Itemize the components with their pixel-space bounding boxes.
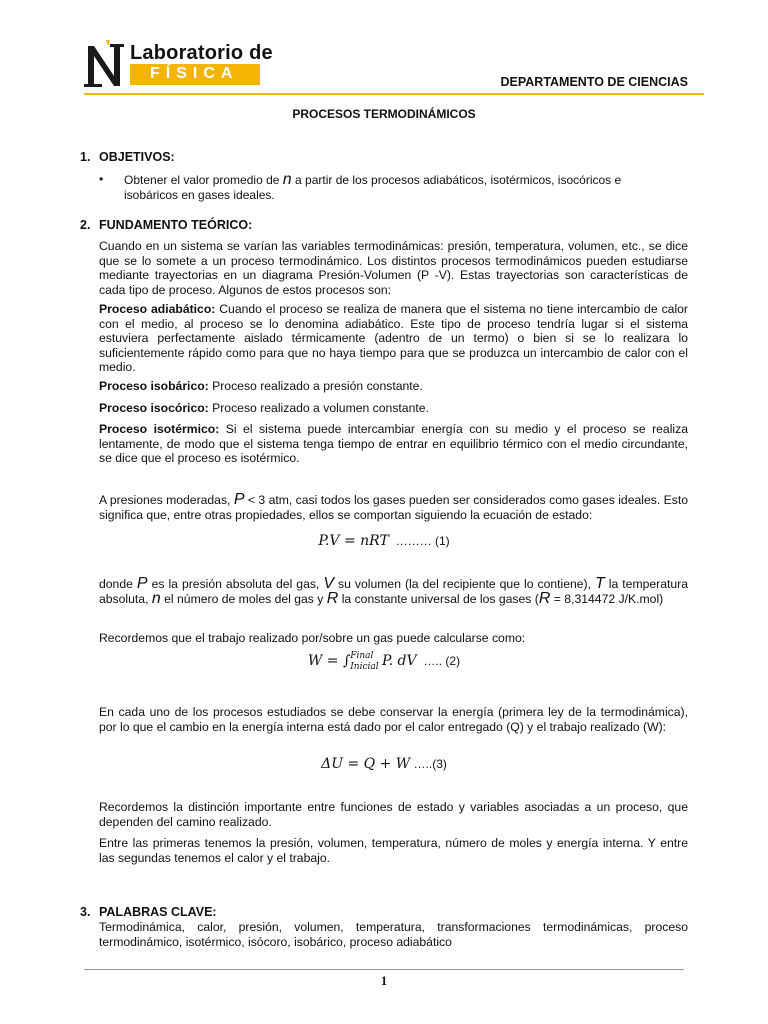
isochoric-paragraph: Proceso isocórico: Proceso realizado a volumen constante. (99, 401, 429, 415)
footer-rule (84, 969, 684, 971)
section-number: 2. (80, 218, 91, 232)
section-title: FUNDAMENTO TEÓRICO: (99, 218, 253, 232)
logo-n-icon (84, 40, 128, 90)
section-number: 3. (80, 905, 91, 919)
header-rule (84, 93, 704, 95)
section-1-heading (80, 150, 175, 164)
adiabatic-paragraph: Proceso adiabático: Cuando el proceso se realiza de manera que el sistema no tiene intercambio de calor con el medio, al proceso se lo denomina adiabático. Este tipo de proceso tendría lugar si el sistema estuviera perfectamente aislado térmicamente (adentro de un termo) o bien si se lo realizara lo suficientemente rápido como para que no haya tiempo para que se produzca un intercambio de calor con el medio. (99, 302, 688, 374)
isobaric-paragraph: Proceso isobárico: Proceso realizado a presión constante. (99, 379, 423, 393)
page-number: 1 (380, 974, 388, 988)
equation-1: P.V = nRT ……… (1) (318, 533, 450, 549)
keywords-paragraph: Termodinámica, calor, presión, volumen, temperatura, transformaciones termodinámicas, proceso termodinámico, isotérmico, isócoro, isobárico, proceso adiabático (99, 920, 688, 949)
work-paragraph: Recordemos que el trabajo realizado por/sobre un gas puede calcularse como: (99, 631, 526, 645)
equation-2: W = ∫ Final Inicial P. dV ….. (2) (307, 651, 461, 672)
document-title: PROCESOS TERMODINÁMICOS (292, 107, 476, 121)
logo-title: Laboratorio de (130, 42, 273, 64)
section-title: OBJETIVOS: (99, 150, 175, 164)
intro-paragraph: Cuando en un sistema se varían las variables termodinámicas: presión, temperatura, volumen, etc., se dice que se lo somete a un proceso termodinámico. Los distintos procesos termodinámicos pueden estudiarse mediante trayectorias en un diagrama Presión-Volumen (P -V). Estas trayectorias son características de cada tipo de proceso. Algunos de estos procesos son: (99, 239, 688, 297)
pressure-paragraph: A presiones moderadas, P < 3 atm, casi todos los gases pueden ser considerados como gases ideales. Esto significa que, entre otras propiedades, ellos se comportan siguiendo la ecuación de estado: (99, 491, 688, 522)
section-2-heading (80, 218, 252, 232)
isothermal-paragraph: Proceso isotérmico: Si el sistema puede intercambiar energía con su medio y el proceso se realiza lentamente, de modo que el sistema tenga tiempo de entrar en equilibrio térmico con el medio circundante, se dice que el proceso es isotérmico. (99, 422, 688, 465)
equation-3: ΔU = Q + W …..(3) (321, 756, 447, 772)
bullet-dot-icon: • (99, 172, 104, 186)
state-functions-paragraph: Entre las primeras tenemos la presión, volumen, temperatura, número de moles y energía interna. Y entre las segundas tenemos el calor y el trabajo. (99, 836, 688, 865)
logo-subtitle: FÍSICA (150, 65, 239, 82)
integral-lower-limit: Inicial (350, 662, 379, 672)
objective-bullet: • Obtener el valor promedio de n a partir de los procesos adiabáticos, isotérmicos, isocóricos e isobáricos en gases ideales. (99, 171, 622, 202)
section-3-heading (80, 905, 217, 919)
department-label: DEPARTAMENTO DE CIENCIAS (500, 75, 688, 89)
energy-paragraph: En cada uno de los procesos estudiados se debe conservar la energía (primera ley de la termodinámica), por lo que el cambio en la energía interna está dado por el calor entregado (Q) y el trabajo realizado (W): (99, 705, 688, 734)
definitions-paragraph: donde P es la presión absoluta del gas, V su volumen (la del recipiente que lo contiene), T la temperatura absoluta, n el número de moles del gas y R la constante universal de los gases (R = 8,314472 J/K.mol) (99, 575, 689, 607)
distinction-paragraph: Recordemos la distinción importante entre funciones de estado y variables asociadas a un proceso, que dependen del camino realizado. (99, 800, 688, 829)
section-number: 1. (80, 150, 91, 164)
integral-upper-limit: Final (350, 651, 374, 661)
section-title: PALABRAS CLAVE: (99, 905, 217, 919)
